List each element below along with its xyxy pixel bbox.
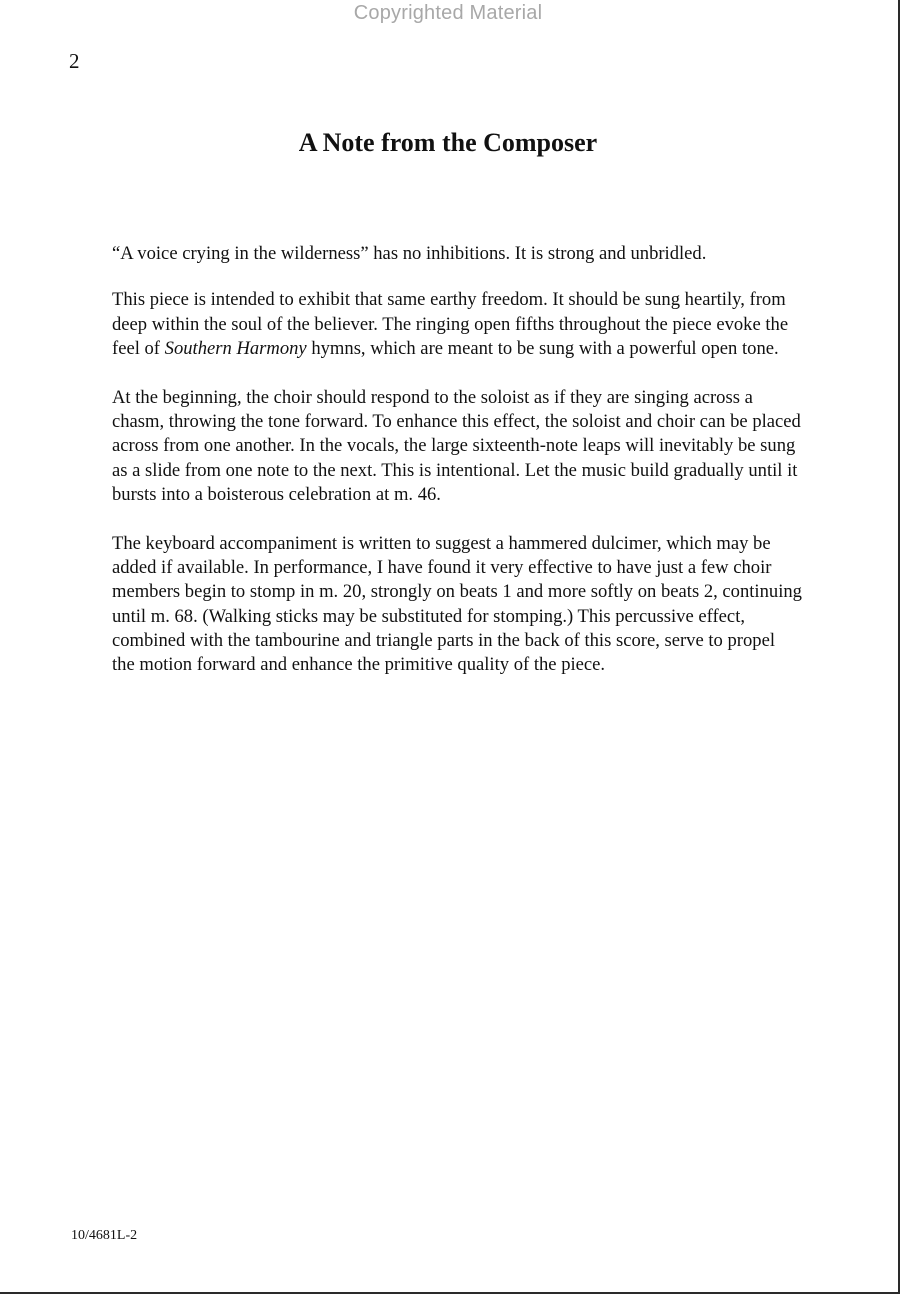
paragraph-2 bbox=[112, 288, 802, 361]
page-title: A Note from the Composer bbox=[298, 128, 598, 157]
note-body bbox=[112, 242, 802, 702]
paragraph-2-italic-title: Southern Harmony bbox=[164, 337, 307, 359]
paragraph-1: “A voice crying in the wilderness” has no inhibitions. It is strong and unbridled. bbox=[112, 243, 707, 264]
copyright-watermark: Copyrighted Material bbox=[353, 2, 543, 24]
paragraph-2-text-after: hymns, which are meant to be sung with a powerful open tone. bbox=[306, 337, 779, 359]
page-number: 2 bbox=[69, 49, 80, 73]
paragraph-2-text-before: This piece is intended to exhibit that same earthy freedom. It should be sung heartily, from deep within the soul of the believer. The ringing open fifths throughout the piece evoke the feel of bbox=[112, 289, 789, 359]
paragraph-3: At the beginning, the choir should respond to the soloist as if they are singing across a chasm, throwing the tone forward. To enhance this effect, the soloist and choir can be placed across from one another. In the vocals, the large sixteenth-note leaps will inevitably be sung as a slide from one note to the next. This is intentional. Let the music build gradually until it bursts into a boisterous celebration at m. 46. bbox=[112, 386, 801, 505]
catalog-number: 10/4681L-2 bbox=[71, 1228, 138, 1243]
paragraph-4: The keyboard accompaniment is written to suggest a hammered dulcimer, which may be added if available. In performance, I have found it very effective to have just a few choir members begin to stomp in m. 20, strongly on beats 1 and more softly on beats 2, continuing until m. 68. (Walking sticks may be substituted for stomping.) This percussive effect, combined with the tambourine and triangle parts in the back of this score, serve to propel the motion forward and enhance the primitive quality of the piece. bbox=[112, 532, 802, 676]
